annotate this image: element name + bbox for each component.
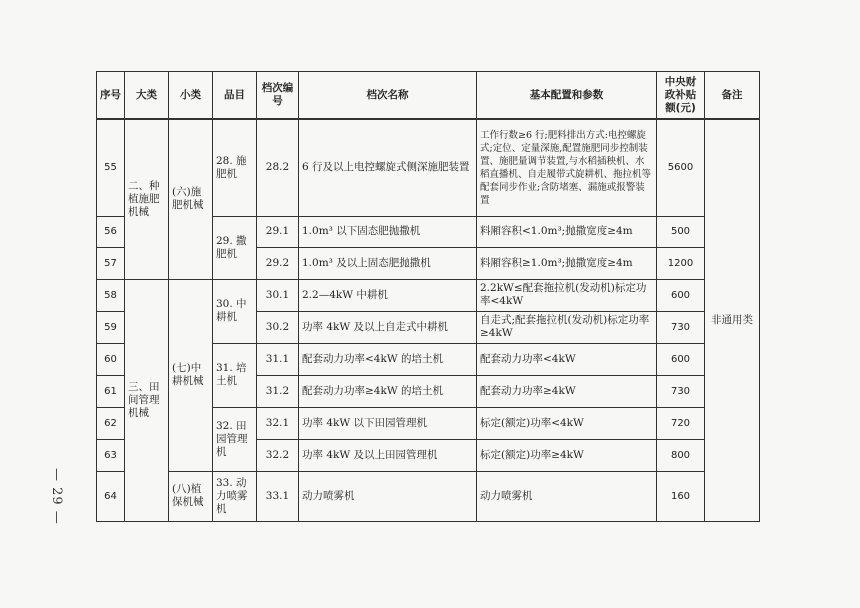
row-subsidy: 160: [657, 471, 705, 521]
header-major-class: 大类: [125, 72, 169, 120]
table-row: [97, 471, 760, 521]
row-name: 1.0m³ 以下固态肥抛撒机: [299, 216, 477, 247]
row-subsidy: 600: [657, 279, 705, 311]
row-code: 29.2: [257, 247, 299, 279]
row-seq: 62: [97, 407, 125, 439]
row-subsidy: 800: [657, 439, 705, 471]
row-code: 30.1: [257, 279, 299, 311]
table-row: [97, 279, 760, 311]
row-code: 29.1: [257, 216, 299, 247]
row-name: 功率 4kW 及以上自走式中耕机: [299, 311, 477, 343]
row-name: 配套动力功率<4kW 的培土机: [299, 343, 477, 375]
row-name: 1.0m³ 及以上固态肥抛撒机: [299, 247, 477, 279]
subsidy-table: [96, 71, 760, 522]
row-subsidy: 730: [657, 375, 705, 407]
header-row: [97, 72, 760, 120]
row-name: 动力喷雾机: [299, 471, 477, 521]
item-cell: 33. 动力喷雾机: [213, 471, 257, 521]
item-cell: 31. 培土机: [213, 343, 257, 407]
row-config: 工作行数≥6 行;肥料排出方式:电控螺旋式;定位、定量深施,配置施肥同步控制装置、施肥量调节装置,与水稻插秧机、水稻直播机、自走履带式旋耕机、拖拉机等配套同步作业;含防堵塞、漏施或报警装置: [477, 119, 657, 216]
row-config: 配套动力功率≥4kW: [477, 375, 657, 407]
item-cell: 28. 施肥机: [213, 119, 257, 216]
item-cell: 30. 中耕机: [213, 279, 257, 343]
row-seq: 61: [97, 375, 125, 407]
row-config: 动力喷雾机: [477, 471, 657, 521]
row-subsidy: 500: [657, 216, 705, 247]
row-name: 功率 4kW 及以上田园管理机: [299, 439, 477, 471]
row-seq: 63: [97, 439, 125, 471]
row-seq: 56: [97, 216, 125, 247]
row-subsidy: 5600: [657, 119, 705, 216]
table-row: [97, 119, 760, 216]
row-seq: 59: [97, 311, 125, 343]
row-code: 31.2: [257, 375, 299, 407]
major-class-cell: 二、种植施肥机械: [125, 119, 169, 279]
header-minor-class: 小类: [169, 72, 213, 120]
header-tier-name: 档次名称: [299, 72, 477, 120]
row-config: 2.2kW≤配套拖拉机(发动机)标定功率<4kW: [477, 279, 657, 311]
row-name: 配套动力功率≥4kW 的培土机: [299, 375, 477, 407]
row-seq: 60: [97, 343, 125, 375]
row-config: 标定(额定)功率<4kW: [477, 407, 657, 439]
minor-class-cell: (七)中耕机械: [169, 279, 213, 471]
row-subsidy: 720: [657, 407, 705, 439]
item-cell: 32. 田园管理机: [213, 407, 257, 471]
header-remark: 备注: [705, 72, 760, 120]
row-code: 32.1: [257, 407, 299, 439]
row-config: 料厢容积<1.0m³;抛撒宽度≥4m: [477, 216, 657, 247]
row-seq: 55: [97, 119, 125, 216]
page-number: — 29 —: [49, 468, 64, 525]
row-subsidy: 1200: [657, 247, 705, 279]
row-code: 28.2: [257, 119, 299, 216]
row-name: 2.2—4kW 中耕机: [299, 279, 477, 311]
row-config: 标定(额定)功率≥4kW: [477, 439, 657, 471]
row-seq: 57: [97, 247, 125, 279]
row-config: 配套动力功率<4kW: [477, 343, 657, 375]
header-item: 品目: [213, 72, 257, 120]
header-seq: 序号: [97, 72, 125, 120]
row-seq: 58: [97, 279, 125, 311]
header-tier-code: 档次编号: [257, 72, 299, 120]
row-code: 32.2: [257, 439, 299, 471]
row-subsidy: 600: [657, 343, 705, 375]
minor-class-cell: (六)施肥机械: [169, 119, 213, 279]
remark-cell: 非通用类: [705, 119, 760, 521]
row-config: 料厢容积≥1.0m³;抛撒宽度≥4m: [477, 247, 657, 279]
item-cell: 29. 撒肥机: [213, 216, 257, 279]
row-code: 30.2: [257, 311, 299, 343]
row-seq: 64: [97, 471, 125, 521]
row-name: 6 行及以上电控螺旋式侧深施肥装置: [299, 119, 477, 216]
row-config: 自走式;配套拖拉机(发动机)标定功率≥4kW: [477, 311, 657, 343]
row-code: 31.1: [257, 343, 299, 375]
row-code: 33.1: [257, 471, 299, 521]
row-subsidy: 730: [657, 311, 705, 343]
major-class-cell: 三、田间管理机械: [125, 279, 169, 521]
minor-class-cell: (八)植保机械: [169, 471, 213, 521]
header-config: 基本配置和参数: [477, 72, 657, 120]
row-name: 功率 4kW 以下田园管理机: [299, 407, 477, 439]
header-subsidy: 中央财政补贴额(元): [657, 72, 705, 120]
